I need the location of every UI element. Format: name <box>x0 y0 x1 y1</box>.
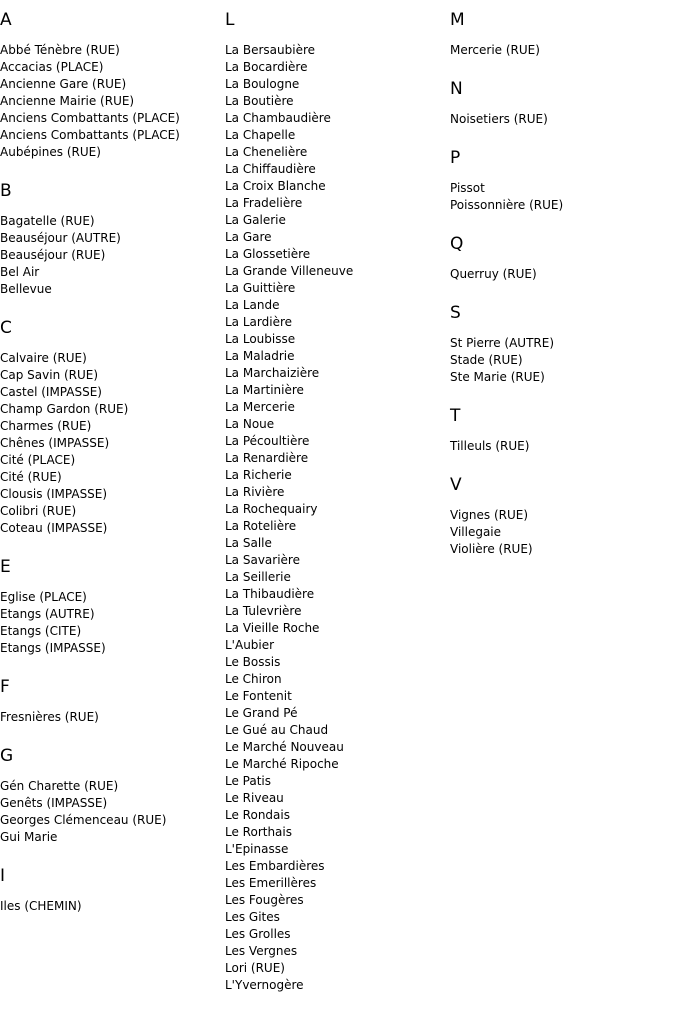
street-list-item[interactable]: Le Marché Ripoche <box>225 757 339 771</box>
street-list <box>0 898 225 915</box>
street-list-item[interactable]: Cité (RUE) <box>0 470 62 484</box>
street-index-column-2 <box>225 10 450 1014</box>
street-list-item[interactable]: St Pierre (AUTRE) <box>450 336 555 350</box>
street-list-item[interactable]: Le Fontenit <box>225 689 292 703</box>
street-list-item[interactable]: Iles (CHEMIN) <box>0 899 82 913</box>
street-list-item[interactable]: Etangs (IMPASSE) <box>0 641 106 655</box>
street-list-item[interactable]: La Boutière <box>225 94 294 108</box>
street-list <box>450 266 675 283</box>
street-list-item[interactable]: La Rotelière <box>225 519 297 533</box>
street-list-item[interactable]: Coteau (IMPASSE) <box>0 521 108 535</box>
letter-heading: G <box>0 746 14 766</box>
street-list-item[interactable]: Pissot <box>450 181 485 195</box>
street-list-item[interactable]: Stade (RUE) <box>450 353 523 367</box>
letter-heading: Q <box>450 234 464 254</box>
street-list <box>450 180 675 214</box>
letter-group-q <box>450 234 675 283</box>
street-list <box>0 589 225 657</box>
letter-group-a <box>0 10 225 161</box>
street-list-item[interactable]: Le Rorthais <box>225 825 292 839</box>
letter-group-i <box>0 866 225 915</box>
street-list-item[interactable]: Cap Savin (RUE) <box>0 368 99 382</box>
street-list-item[interactable]: La Pécoultière <box>225 434 310 448</box>
street-list <box>225 42 450 994</box>
street-list <box>450 335 675 386</box>
street-list-item[interactable]: Les Embardières <box>225 859 325 873</box>
street-list-item[interactable]: L'Epinasse <box>225 842 289 856</box>
street-list-item[interactable]: Les Grolles <box>225 927 291 941</box>
letter-heading: L <box>225 10 235 30</box>
street-list-item[interactable]: La Mercerie <box>225 400 295 414</box>
street-list-item[interactable]: Eglise (PLACE) <box>0 590 87 604</box>
street-list-item[interactable]: La Loubisse <box>225 332 296 346</box>
street-list-item[interactable]: La Fradelière <box>225 196 303 210</box>
street-list <box>0 213 225 298</box>
street-list-item[interactable]: Tilleuls (RUE) <box>450 439 530 453</box>
street-list-item[interactable]: La Savarière <box>225 553 300 567</box>
letter-group-v <box>450 475 675 558</box>
letter-group-m <box>450 10 675 59</box>
street-list-item[interactable]: Le Gué au Chaud <box>225 723 329 737</box>
letter-heading: N <box>450 79 463 99</box>
street-list-item[interactable]: Calvaire (RUE) <box>0 351 87 365</box>
letter-heading: I <box>0 866 6 886</box>
street-list-item[interactable]: Ancienne Mairie (RUE) <box>0 94 135 108</box>
street-list-item[interactable]: La Renardière <box>225 451 309 465</box>
street-list-item[interactable]: Etangs (AUTRE) <box>0 607 95 621</box>
street-list-item[interactable]: Villegaie <box>450 525 502 539</box>
letter-group-n <box>450 79 675 128</box>
street-list-item[interactable]: Le Marché Nouveau <box>225 740 344 754</box>
letter-heading: F <box>0 677 10 697</box>
street-list-item[interactable]: Les Fougères <box>225 893 304 907</box>
street-list <box>450 42 675 59</box>
street-list-item[interactable]: Fresnières (RUE) <box>0 710 99 724</box>
street-list-item[interactable]: La Rivière <box>225 485 285 499</box>
street-list-item[interactable]: La Vieille Roche <box>225 621 320 635</box>
street-index-column-1 <box>0 10 225 935</box>
street-list-item[interactable]: La Glossetière <box>225 247 311 261</box>
street-list-item[interactable]: Castel (IMPASSE) <box>0 385 102 399</box>
street-list-item[interactable]: Abbé Ténèbre (RUE) <box>0 43 120 57</box>
street-list-item[interactable]: L'Yvernogère <box>225 978 304 992</box>
street-list-item[interactable]: Aubépines (RUE) <box>0 145 101 159</box>
street-list <box>450 438 675 455</box>
street-list-item[interactable]: Les Vergnes <box>225 944 298 958</box>
street-list-item[interactable]: Le Patis <box>225 774 272 788</box>
street-list-item[interactable]: Georges Clémenceau (RUE) <box>0 813 167 827</box>
street-list-item[interactable]: Bagatelle (RUE) <box>0 214 95 228</box>
street-list <box>450 111 675 128</box>
letter-heading: C <box>0 318 12 338</box>
street-list-item[interactable]: Ancienne Gare (RUE) <box>0 77 127 91</box>
letter-heading: V <box>450 475 462 495</box>
street-index-column-3 <box>450 10 675 578</box>
street-list-item[interactable]: La Croix Blanche <box>225 179 326 193</box>
street-list-item[interactable]: La Salle <box>225 536 272 550</box>
street-list <box>0 42 225 161</box>
street-list-item[interactable]: La Galerie <box>225 213 286 227</box>
street-list-item[interactable]: La Bersaubière <box>225 43 315 57</box>
letter-group-e <box>0 557 225 657</box>
letter-group-g <box>0 746 225 846</box>
street-list-item[interactable]: La Thibaudière <box>225 587 315 601</box>
letter-group-c <box>0 318 225 537</box>
street-list-item[interactable]: Anciens Combattants (PLACE) <box>0 111 180 125</box>
street-list-item[interactable]: Champ Gardon (RUE) <box>0 402 129 416</box>
street-list-item[interactable]: Gui Marie <box>0 830 58 844</box>
letter-heading: B <box>0 181 12 201</box>
letter-heading: E <box>0 557 11 577</box>
street-list-item[interactable]: La Grande Villeneuve <box>225 264 354 278</box>
street-list-item[interactable]: La Maladrie <box>225 349 295 363</box>
letter-heading: A <box>0 10 12 30</box>
street-list-item[interactable]: La Chenelière <box>225 145 308 159</box>
letter-heading: M <box>450 10 465 30</box>
street-list-item[interactable]: La Chapelle <box>225 128 296 142</box>
letter-group-p <box>450 148 675 214</box>
street-list-item[interactable]: Le Chiron <box>225 672 282 686</box>
street-list-item[interactable]: La Chiffaudière <box>225 162 316 176</box>
street-list-item[interactable]: Le Grand Pé <box>225 706 298 720</box>
street-list-item[interactable]: Charmes (RUE) <box>0 419 92 433</box>
street-list-item[interactable]: La Lardière <box>225 315 293 329</box>
street-list-item[interactable]: Le Bossis <box>225 655 281 669</box>
street-list-item[interactable]: Violière (RUE) <box>450 542 533 556</box>
street-list-item[interactable]: Poissonnière (RUE) <box>450 198 564 212</box>
street-list-item[interactable]: La Guittière <box>225 281 296 295</box>
street-list-item[interactable]: Ste Marie (RUE) <box>450 370 545 384</box>
street-list-item[interactable]: La Noue <box>225 417 275 431</box>
street-list-item[interactable]: Chênes (IMPASSE) <box>0 436 110 450</box>
street-list-item[interactable]: Noisetiers (RUE) <box>450 112 548 126</box>
letter-group-t <box>450 406 675 455</box>
street-list <box>0 350 225 537</box>
street-list-item[interactable]: Colibri (RUE) <box>0 504 77 518</box>
street-list-item[interactable]: Bellevue <box>0 282 52 296</box>
street-list-item[interactable]: Gén Charette (RUE) <box>0 779 119 793</box>
street-list <box>450 507 675 558</box>
letter-group-f <box>0 677 225 726</box>
letter-heading: T <box>450 406 461 426</box>
street-list-item[interactable]: Le Rondais <box>225 808 290 822</box>
street-list <box>0 778 225 846</box>
street-list-item[interactable]: La Bocardière <box>225 60 308 74</box>
street-list-item[interactable]: Le Riveau <box>225 791 284 805</box>
street-list-item[interactable]: Genêts (IMPASSE) <box>0 796 108 810</box>
street-list-item[interactable]: Cité (PLACE) <box>0 453 76 467</box>
street-list-item[interactable]: Les Gites <box>225 910 280 924</box>
street-list-item[interactable]: Mercerie (RUE) <box>450 43 540 57</box>
street-list-item[interactable]: La Gare <box>225 230 272 244</box>
letter-heading: P <box>450 148 461 168</box>
street-list-item[interactable]: Lori (RUE) <box>225 961 285 975</box>
street-list-item[interactable]: Etangs (CITE) <box>0 624 82 638</box>
street-list-item[interactable]: Les Emerillères <box>225 876 317 890</box>
street-list-item[interactable]: La Richerie <box>225 468 292 482</box>
street-list-item[interactable]: Accacias (PLACE) <box>0 60 104 74</box>
street-list-item[interactable]: Anciens Combattants (PLACE) <box>0 128 180 142</box>
street-list-item[interactable]: La Chambaudière <box>225 111 331 125</box>
street-list-item[interactable]: La Lande <box>225 298 280 312</box>
street-list-item[interactable]: Bel Air <box>0 265 40 279</box>
street-list-item[interactable]: Beauséjour (AUTRE) <box>0 231 121 245</box>
street-list-item[interactable]: L'Aubier <box>225 638 275 652</box>
street-list-item[interactable]: La Seillerie <box>225 570 291 584</box>
street-list-item[interactable]: La Rochequairy <box>225 502 318 516</box>
letter-group-b <box>0 181 225 298</box>
street-list-item[interactable]: Querruy (RUE) <box>450 267 537 281</box>
street-list-item[interactable]: La Tulevrière <box>225 604 302 618</box>
street-list-item[interactable]: La Martinière <box>225 383 304 397</box>
street-list-item[interactable]: La Marchaizière <box>225 366 320 380</box>
street-list-item[interactable]: La Boulogne <box>225 77 300 91</box>
street-list <box>0 709 225 726</box>
street-list-item[interactable]: Beauséjour (RUE) <box>0 248 106 262</box>
letter-group-l <box>225 10 450 994</box>
street-list-item[interactable]: Clousis (IMPASSE) <box>0 487 108 501</box>
letter-group-s <box>450 303 675 386</box>
street-list-item[interactable]: Vignes (RUE) <box>450 508 529 522</box>
letter-heading: S <box>450 303 461 323</box>
